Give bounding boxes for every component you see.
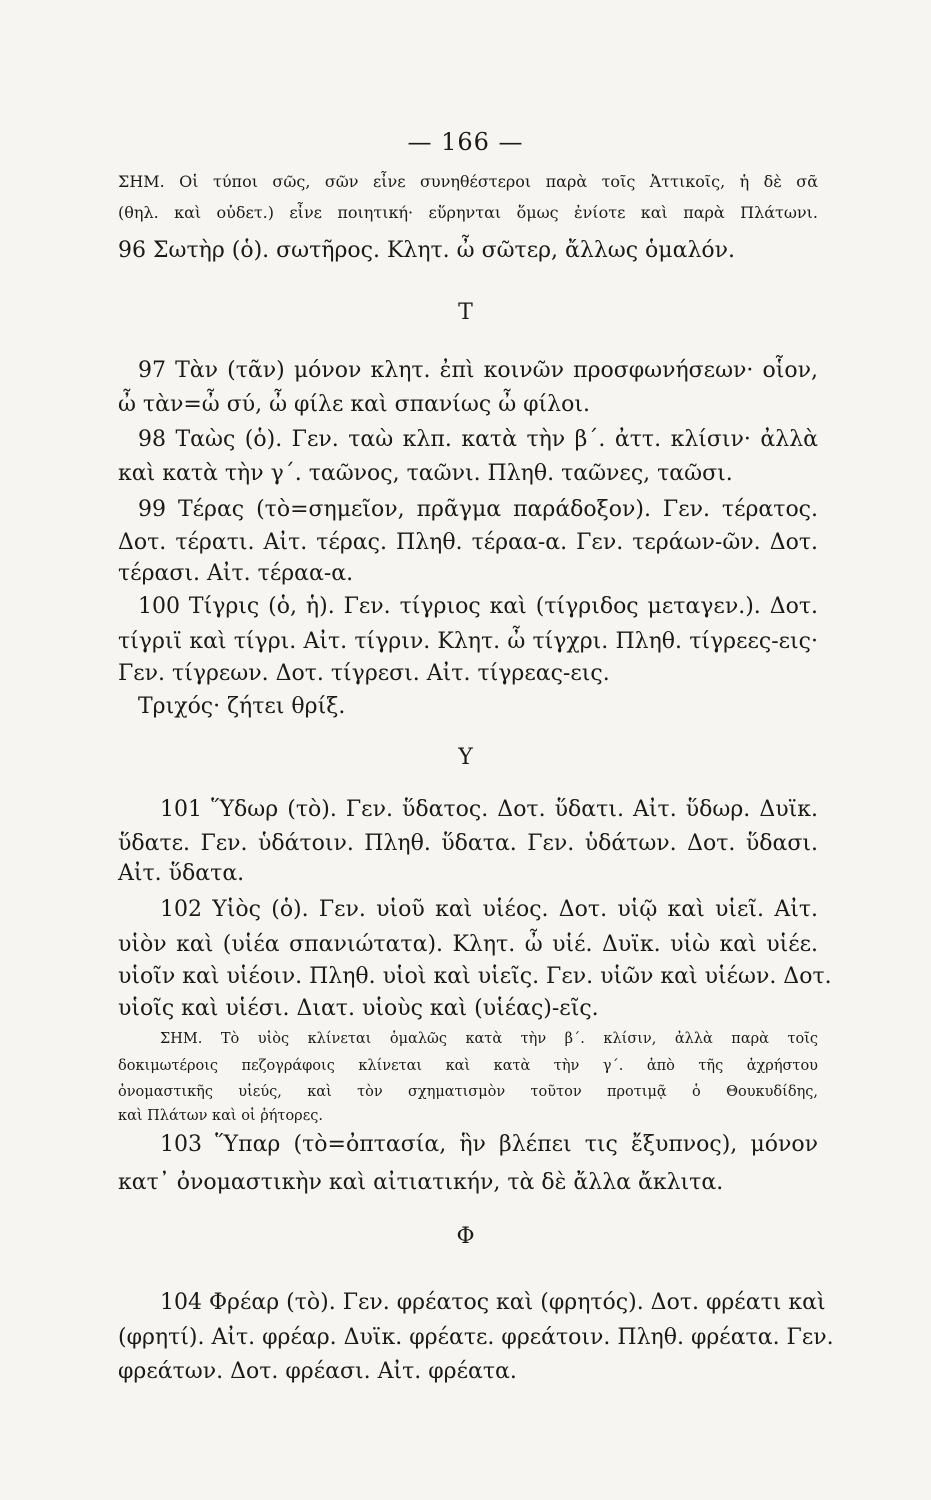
entry-line: 103 Ὕπαρ (τὸ=ὀπτασία, ἣν βλέπει τις ἔξυπνος), μόνον (160, 1132, 818, 1157)
section-letter-phi: Φ (456, 1224, 475, 1249)
entry-line: Αἰτ. ὕδατα. (118, 861, 245, 886)
entry-line: Γεν. τίγρεων. Δοτ. τίγρεσι. Αἰτ. τίγρεας-εις. (118, 661, 610, 686)
note-line: (θηλ. καὶ οὐδετ.) εἶνε ποιητική· εὕρηνται ὅμως ἐνίοτε καὶ παρὰ Πλάτωνι. (118, 203, 818, 222)
note-line: ΣΗΜ. Τὸ υἱὸς κλίνεται ὁμαλῶς κατὰ τὴν β΄. κλίσιν, ἀλλὰ παρὰ τοῖς (160, 1031, 818, 1047)
entry-line: τίγριϊ καὶ τίγρι. Αἰτ. τίγριν. Κλητ. ὦ τίγχρι. Πληθ. τίγρεες-εις· (118, 629, 818, 654)
section-letter-upsilon: Υ (458, 745, 473, 770)
entry-line: 99 Τέρας (τὸ=σημεῖον, πρᾶγμα παράδοξον). Γεν. τέρατος. (138, 497, 818, 522)
entry-line: καὶ κατὰ τὴν γ΄. ταῶνος, ταῶνι. Πληθ. ταῶνες, ταῶσι. (118, 461, 733, 486)
entry-line: Δοτ. τέρατι. Αἰτ. τέρας. Πληθ. τέραα-α. Γεν. τεράων-ῶν. Δοτ. (118, 530, 818, 555)
entry-line: ὦ τὰν=ὦ σύ, ὦ φίλε καὶ σπανίως ὦ φίλοι. (118, 392, 590, 417)
entry-line: κατ᾽ ὀνομαστικὴν καὶ αἰτιατικήν, τὰ δὲ ἄλλα ἄκλιτα. (118, 1170, 724, 1195)
entry-line: 102 Υἱὸς (ὁ). Γεν. υἱοῦ καὶ υἱέος. Δοτ. υἱῷ καὶ υἱεῖ. Αἰτ. (160, 897, 818, 922)
entry-line: τέρασι. Αἰτ. τέραα-α. (118, 561, 354, 586)
entry-line: ὕδατε. Γεν. ὑδάτοιν. Πληθ. ὕδατα. Γεν. ὑδάτων. Δοτ. ὕδασι. (118, 831, 818, 856)
entry-line: υἱὸν καὶ (υἱέα σπανιώτατα). Κλητ. ὦ υἱέ. Δυϊκ. υἱὼ καὶ υἱέε. (118, 932, 818, 957)
entry-line: 96 Σωτὴρ (ὁ). σωτῆρος. Κλητ. ὦ σῶτερ, ἄλλως ὁμαλόν. (118, 238, 735, 263)
entry-line: 100 Τίγρις (ὁ, ἡ). Γεν. τίγριος καὶ (τίγριδος μεταγεν.). Δοτ. (138, 594, 818, 619)
note-line: ΣΗΜ. Οἱ τύποι σῶς, σῶν εἶνε συνηθέστεροι παρὰ τοῖς Ἀττικοῖς, ἡ δὲ σᾶ (118, 172, 818, 191)
section-letter-tau: Τ (458, 300, 473, 325)
note-line: δοκιμωτέροις πεζογράφοις κλίνεται καὶ κατὰ τὴν γ΄. ἀπὸ τῆς ἀχρήστου (118, 1058, 818, 1074)
entry-line: 97 Τὰν (τᾶν) μόνον κλητ. ἐπὶ κοινῶν προσφωνήσεων· οἷον, (138, 358, 818, 383)
note-line: καὶ Πλάτων καὶ οἱ ῥήτορες. (118, 1108, 323, 1124)
entry-line: 98 Ταὼς (ὁ). Γεν. ταὼ κλπ. κατὰ τὴν β΄. ἀττ. κλίσιν· ἀλλὰ (138, 427, 818, 452)
entry-line: 104 Φρέαρ (τὸ). Γεν. φρέατος καὶ (φρητός). Δοτ. φρέατι καὶ (160, 1290, 826, 1315)
entry-line: υἱοῖν καὶ υἱέοιν. Πληθ. υἱοὶ καὶ υἱεῖς. Γεν. υἱῶν καὶ υἱέων. Δοτ. (118, 964, 832, 989)
entry-line: (φρητί). Αἰτ. φρέαρ. Δυϊκ. φρέατε. φρεάτοιν. Πληθ. φρέατα. Γεν. (118, 1325, 834, 1350)
entry-line: υἱοῖς καὶ υἱέσι. Διατ. υἱοὺς καὶ (υἱέας)-εῖς. (118, 996, 599, 1021)
note-line: ὀνομαστικῆς υἱεύς, καὶ τὸν σχηματισμὸν τοῦτον προτιμᾷ ὁ Θουκυδίδης, (118, 1084, 818, 1100)
entry-line: 101 Ὕδωρ (τὸ). Γεν. ὕδατος. Δοτ. ὕδατι. Αἰτ. ὕδωρ. Δυϊκ. (160, 797, 818, 822)
entry-line: Τριχός· ζήτει θρίξ. (138, 694, 346, 719)
page-number: — 166 — (407, 128, 524, 156)
entry-line: φρεάτων. Δοτ. φρέασι. Αἰτ. φρέατα. (118, 1359, 517, 1384)
